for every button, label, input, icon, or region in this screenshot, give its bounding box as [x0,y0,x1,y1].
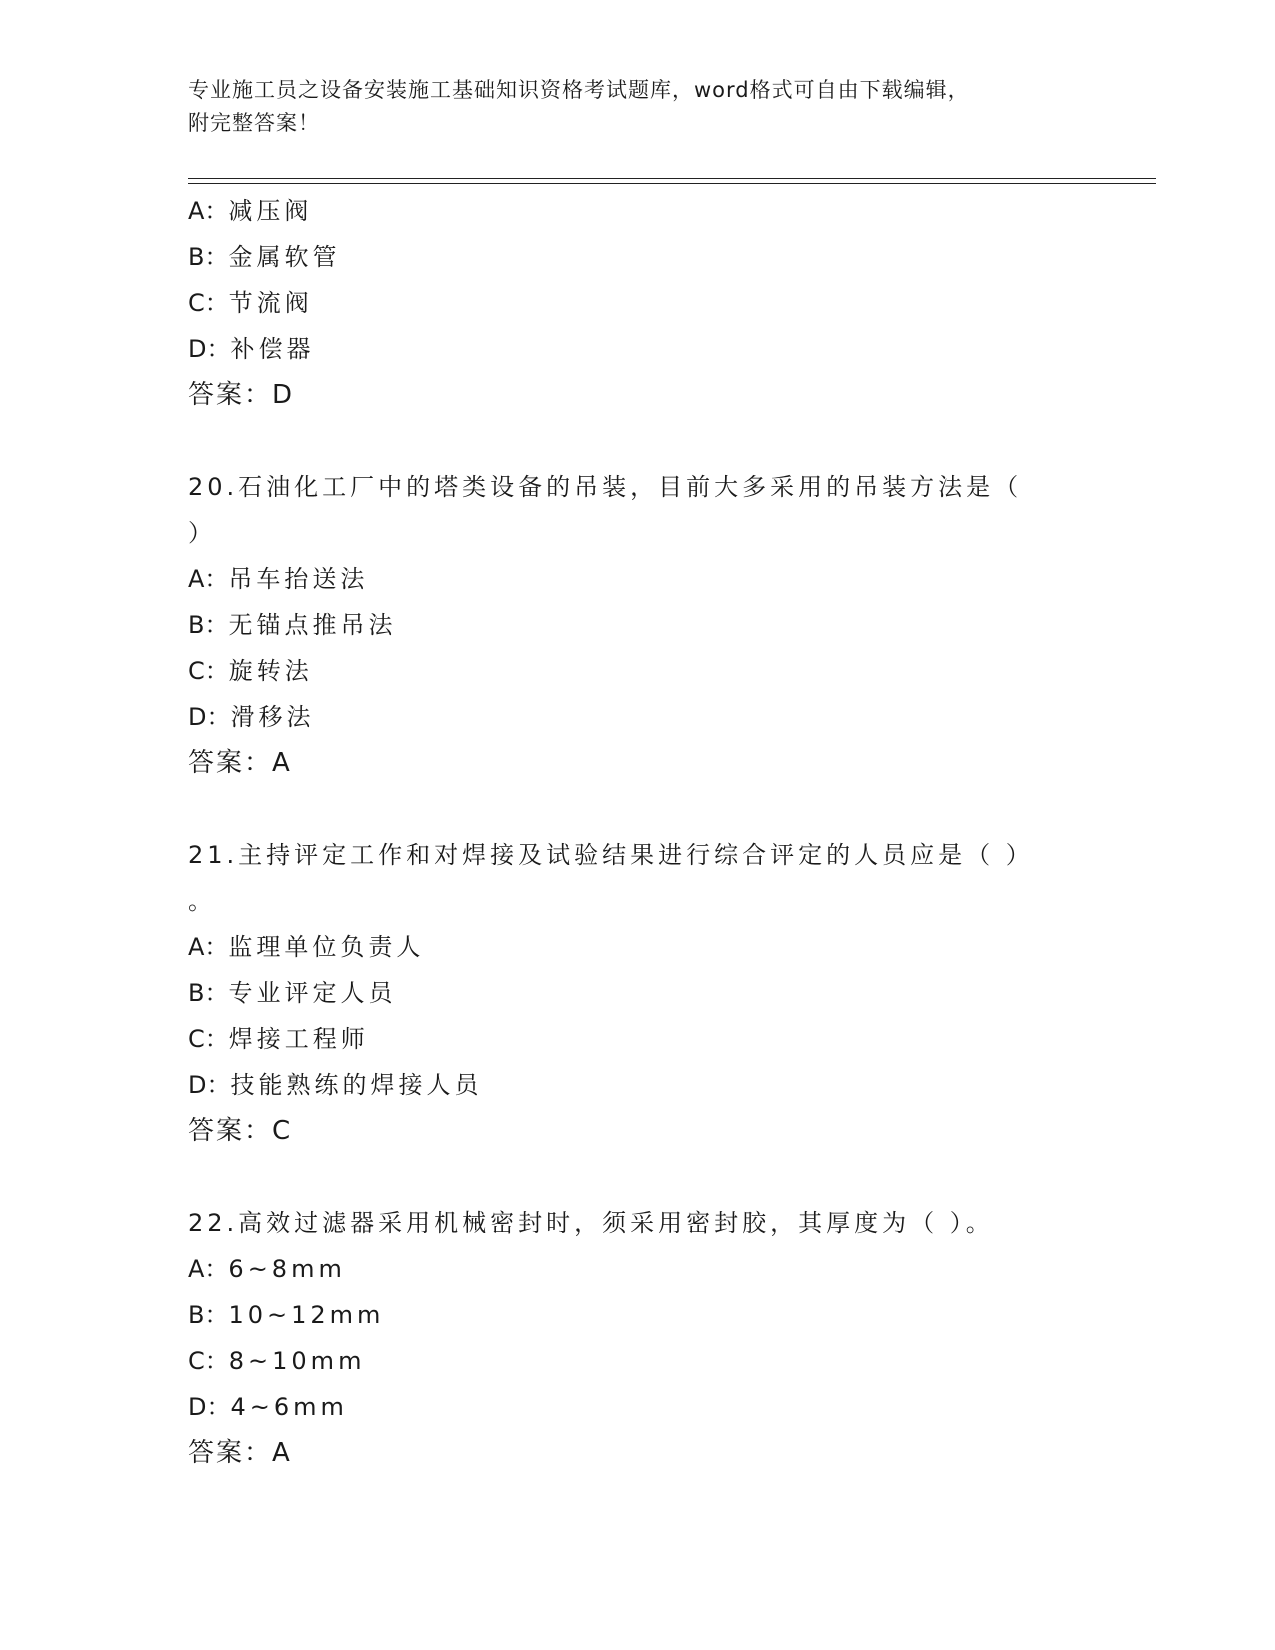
answer: 答案：C [188,1116,293,1146]
answer: 答案：A [188,748,292,778]
option-d: D：滑移法 [188,703,315,731]
option-d: D：补偿器 [188,335,315,363]
option-a: A：6~8mm [188,1255,346,1283]
header-line-1: 专业施工员之设备安装施工基础知识资格考试题库，word格式可自由下载编辑， [188,78,970,102]
option-c: C：节流阀 [188,289,313,317]
option-c: C：焊接工程师 [188,1025,369,1053]
question-22 [188,1200,1088,1476]
answer: 答案：D [188,380,295,410]
document-header [188,74,1068,140]
question-text: 21.主持评定工作和对焊接及试验结果进行综合评定的人员应是（ ） 。 [188,841,1034,915]
option-d: D：4~6mm [188,1393,348,1421]
header-line-2: 附完整答案！ [188,111,320,135]
option-d: D：技能熟练的焊接人员 [188,1071,483,1099]
question-list [188,188,1088,1476]
option-b: B：专业评定人员 [188,979,397,1007]
option-a: A：吊车抬送法 [188,565,369,593]
question-text: 22.高效过滤器采用机械密封时，须采用密封胶，其厚度为（ ）。 [188,1209,994,1237]
header-rule-top [188,178,1156,179]
answer: 答案：A [188,1438,292,1468]
option-c: C：旋转法 [188,657,313,685]
question-21 [188,832,1088,1154]
option-a: A：减压阀 [188,197,313,225]
question-20 [188,464,1088,786]
option-c: C：8~10mm [188,1347,366,1375]
option-b: B：10~12mm [188,1301,385,1329]
question-19-continued [188,188,1088,418]
option-b: B：无锚点推吊法 [188,611,397,639]
question-text: 20.石油化工厂中的塔类设备的吊装，目前大多采用的吊装方法是（ ） [188,473,1023,547]
option-a: A：监理单位负责人 [188,933,425,961]
option-b: B：金属软管 [188,243,341,271]
header-rule-bottom [188,183,1156,184]
